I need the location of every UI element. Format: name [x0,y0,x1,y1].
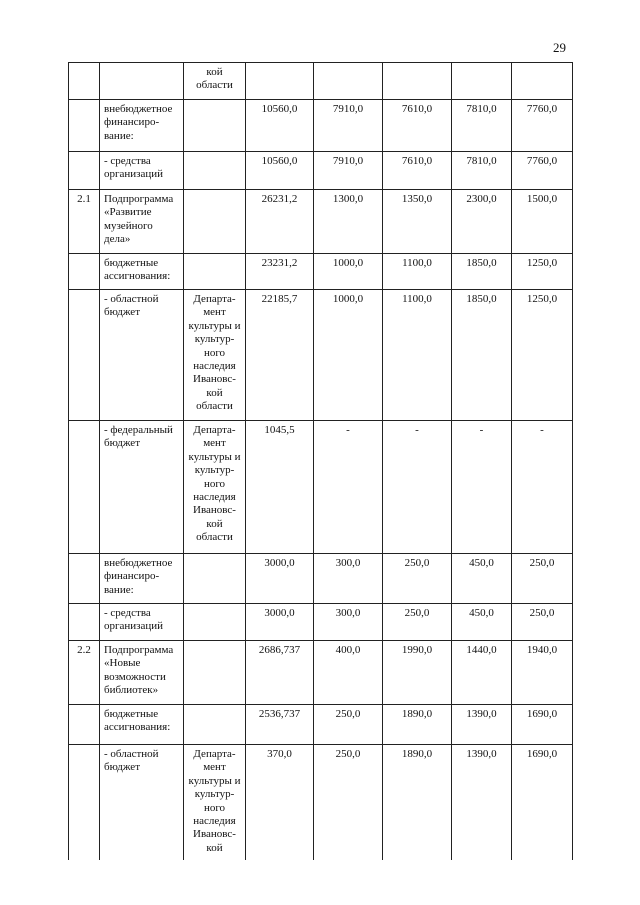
executor-cell [184,554,246,604]
row-number-cell [69,254,100,290]
row-number-cell [69,604,100,641]
value-cell: 1100,0 [383,254,452,290]
value-cell: 1940,0 [512,641,573,705]
value-cell: 23231,2 [246,254,314,290]
value-cell: 1440,0 [452,641,512,705]
executor-cell [184,190,246,254]
value-cell: - [383,421,452,554]
value-cell: 1390,0 [452,705,512,745]
executor-cell: кой области [184,63,246,100]
row-number-cell: 2.2 [69,641,100,705]
table-row [69,745,573,860]
value-cell: 7910,0 [314,100,383,152]
value-cell: 10560,0 [246,152,314,190]
value-cell: 1000,0 [314,290,383,421]
row-name-cell: внебюджетное финансиро-вание: [100,100,184,152]
executor-cell [184,604,246,641]
value-cell: 1390,0 [452,745,512,860]
value-cell [452,63,512,100]
value-cell: 7810,0 [452,152,512,190]
value-cell: 450,0 [452,554,512,604]
value-cell: 1045,5 [246,421,314,554]
executor-cell: Департа-мент культуры и культур-ного наследия Ивановс-кой области [184,290,246,421]
value-cell: 1500,0 [512,190,573,254]
row-number-cell [69,421,100,554]
budget-table [68,62,573,860]
executor-cell [184,705,246,745]
value-cell [512,63,573,100]
executor-cell [184,254,246,290]
value-cell: 250,0 [512,604,573,641]
value-cell: 400,0 [314,641,383,705]
row-number-cell [69,290,100,421]
table-row [69,254,573,290]
value-cell: - [452,421,512,554]
value-cell: 250,0 [383,604,452,641]
value-cell: 300,0 [314,604,383,641]
value-cell: 250,0 [512,554,573,604]
value-cell: 1300,0 [314,190,383,254]
value-cell: 7760,0 [512,152,573,190]
value-cell: 10560,0 [246,100,314,152]
row-number-cell [69,554,100,604]
row-number-cell [69,705,100,745]
table-row [69,290,573,421]
value-cell: 2686,737 [246,641,314,705]
value-cell: 370,0 [246,745,314,860]
executor-cell: Департа-мент культуры и культур-ного наследия Ивановс-кой [184,745,246,860]
row-number-cell [69,152,100,190]
row-number-cell [69,745,100,860]
value-cell [246,63,314,100]
row-name-cell: Подпрограмма «Новые возможности библиотек» [100,641,184,705]
row-name-cell: - федеральный бюджет [100,421,184,554]
table-row [69,100,573,152]
table-row [69,421,573,554]
value-cell: 7810,0 [452,100,512,152]
table-row [69,63,573,100]
value-cell [383,63,452,100]
executor-cell [184,100,246,152]
value-cell [314,63,383,100]
row-name-cell: - средства организаций [100,604,184,641]
value-cell: 1350,0 [383,190,452,254]
value-cell: 250,0 [314,705,383,745]
value-cell: 1990,0 [383,641,452,705]
value-cell: 1890,0 [383,705,452,745]
value-cell: 7910,0 [314,152,383,190]
row-name-cell: внебюджетное финансиро-вание: [100,554,184,604]
table-row [69,604,573,641]
value-cell: 250,0 [383,554,452,604]
row-number-cell [69,63,100,100]
row-name-cell: - средства организаций [100,152,184,190]
value-cell: 2536,737 [246,705,314,745]
value-cell: 3000,0 [246,554,314,604]
page-number: 29 [553,40,566,55]
table-row [69,705,573,745]
value-cell: 7610,0 [383,152,452,190]
executor-cell [184,641,246,705]
executor-cell: Департа-мент культуры и культур-ного наследия Ивановс-кой области [184,421,246,554]
table-row [69,554,573,604]
value-cell: 1850,0 [452,254,512,290]
value-cell: - [512,421,573,554]
value-cell: 1850,0 [452,290,512,421]
table-row [69,190,573,254]
value-cell: 1890,0 [383,745,452,860]
table-row [69,152,573,190]
value-cell: 1690,0 [512,745,573,860]
value-cell: 3000,0 [246,604,314,641]
value-cell: 22185,7 [246,290,314,421]
value-cell: 1000,0 [314,254,383,290]
table-row [69,641,573,705]
executor-cell [184,152,246,190]
value-cell: 1690,0 [512,705,573,745]
value-cell: 250,0 [314,745,383,860]
value-cell: 450,0 [452,604,512,641]
row-name-cell: бюджетные ассигнования: [100,254,184,290]
value-cell: 300,0 [314,554,383,604]
value-cell: 1250,0 [512,254,573,290]
value-cell: 26231,2 [246,190,314,254]
value-cell: - [314,421,383,554]
value-cell: 1250,0 [512,290,573,421]
row-name-cell: бюджетные ассигнования: [100,705,184,745]
row-name-cell [100,63,184,100]
row-name-cell: - областной бюджет [100,290,184,421]
value-cell: 1100,0 [383,290,452,421]
row-name-cell: Подпрограмма «Развитие музейного дела» [100,190,184,254]
value-cell: 2300,0 [452,190,512,254]
row-number-cell: 2.1 [69,190,100,254]
row-number-cell [69,100,100,152]
value-cell: 7760,0 [512,100,573,152]
value-cell: 7610,0 [383,100,452,152]
row-name-cell: - областной бюджет [100,745,184,860]
